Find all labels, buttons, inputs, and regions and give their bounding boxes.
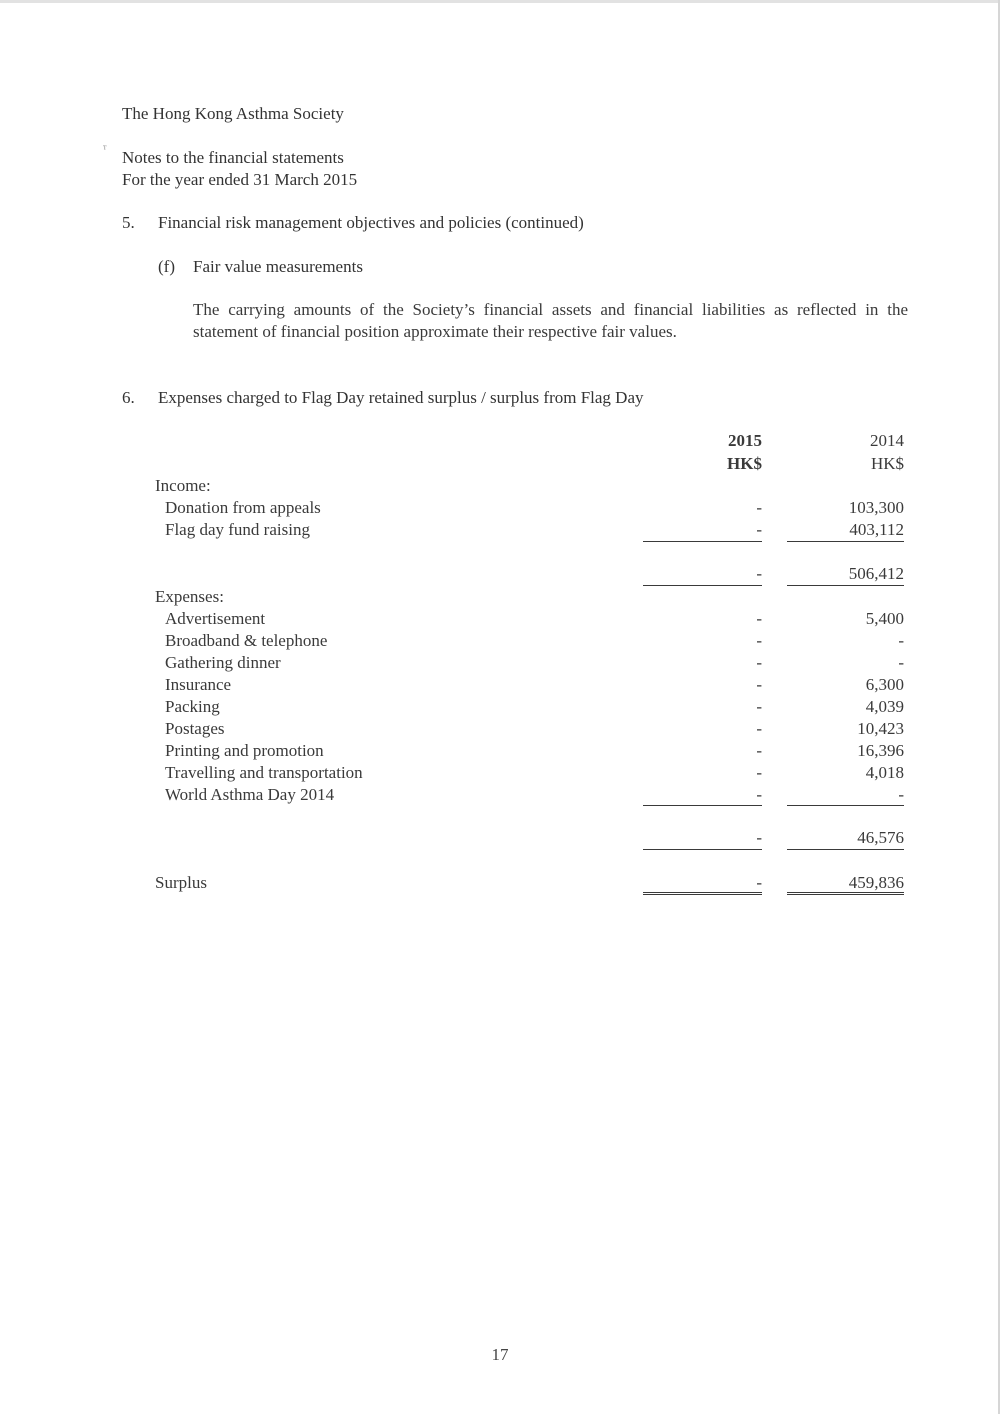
- income-row-2014: 103,300: [848, 498, 904, 517]
- income-row-label: Flag day fund raising: [165, 520, 310, 539]
- income-subtotal-rule-2015: [643, 541, 762, 542]
- expense-row-2014: 5,400: [865, 609, 904, 628]
- expense-row-label: Broadband & telephone: [165, 631, 328, 650]
- expenses-total-2014: 46,576: [857, 828, 904, 847]
- surplus-double-rule-2014: [787, 892, 904, 895]
- surplus-2014: 459,836: [848, 873, 904, 892]
- expense-row-label: Advertisement: [165, 609, 266, 628]
- expense-row-label: World Asthma Day 2014: [165, 785, 335, 804]
- expense-row-2014: -: [898, 785, 904, 804]
- expense-row-label: Travelling and transportation: [165, 763, 363, 782]
- income-total-rule-2014: [787, 585, 904, 586]
- expense-row-2014: 4,018: [865, 763, 904, 782]
- column-2014-currency: HK$: [870, 454, 904, 473]
- expense-row-2014: 16,396: [857, 741, 904, 760]
- expense-row-2015: -: [756, 763, 762, 782]
- income-row-2015: -: [756, 498, 762, 517]
- expense-row-2015: -: [756, 719, 762, 738]
- section-5-number: 5.: [122, 213, 135, 232]
- fair-value-paragraph: The carrying amounts of the Society’s financial assets and financial liabilities as reflected in the statement of financial position approximate their respective fair values.: [193, 300, 908, 341]
- income-heading: Income:: [155, 476, 211, 495]
- subsection-f-title: Fair value measurements: [193, 257, 363, 276]
- income-total-2014: 506,412: [848, 564, 904, 583]
- expenses-heading: Expenses:: [155, 587, 224, 606]
- expense-row-2015: -: [756, 631, 762, 650]
- expenses-total-2015: -: [756, 828, 762, 847]
- section-5-title: Financial risk management objectives and policies (continued): [158, 213, 584, 232]
- subsection-f-label: (f): [158, 257, 175, 276]
- section-6-title: Expenses charged to Flag Day retained surplus / surplus from Flag Day: [158, 388, 644, 407]
- column-2015-currency: HK$: [727, 454, 762, 473]
- expense-row-2015: -: [756, 697, 762, 716]
- expense-row-2014: -: [898, 653, 904, 672]
- expense-row-label: Packing: [165, 697, 220, 716]
- income-total-2015: -: [756, 564, 762, 583]
- notes-title: Notes to the financial statements: [122, 148, 344, 167]
- column-2014-year: 2014: [870, 431, 904, 450]
- expense-row-2015: -: [756, 785, 762, 804]
- organization-name: The Hong Kong Asthma Society: [122, 104, 344, 123]
- expense-row-label: Insurance: [165, 675, 232, 694]
- expenses-total-rule-2015: [643, 849, 762, 850]
- income-row-2015: -: [756, 520, 762, 539]
- scan-mark: ᵀ: [103, 144, 107, 155]
- expense-row-label: Printing and promotion: [165, 741, 324, 760]
- surplus-label: Surplus: [155, 873, 207, 892]
- expense-row-2014: -: [898, 631, 904, 650]
- expenses-subtotal-rule-2014: [787, 805, 904, 806]
- income-subtotal-rule-2014: [787, 541, 904, 542]
- expenses-subtotal-rule-2015: [643, 805, 762, 806]
- page-edge-top: [0, 0, 1000, 3]
- section-6-number: 6.: [122, 388, 135, 407]
- expense-row-2014: 10,423: [857, 719, 904, 738]
- expense-row-2015: -: [756, 653, 762, 672]
- period-title: For the year ended 31 March 2015: [122, 170, 358, 189]
- income-total-rule-2015: [643, 585, 762, 586]
- expense-row-2015: -: [756, 741, 762, 760]
- expense-row-2015: -: [756, 675, 762, 694]
- surplus-double-rule-2015: [643, 892, 762, 895]
- expense-row-2014: 4,039: [865, 697, 904, 716]
- expense-row-2015: -: [756, 609, 762, 628]
- expense-row-label: Postages: [165, 719, 225, 738]
- surplus-2015: -: [756, 873, 762, 892]
- income-row-2014: 403,112: [849, 520, 904, 539]
- expense-row-2014: 6,300: [865, 675, 904, 694]
- expenses-total-rule-2014: [787, 849, 904, 850]
- page-number: 17: [491, 1345, 509, 1364]
- expense-row-label: Gathering dinner: [165, 653, 281, 672]
- column-2015-year: 2015: [728, 431, 762, 450]
- income-row-label: Donation from appeals: [165, 498, 321, 517]
